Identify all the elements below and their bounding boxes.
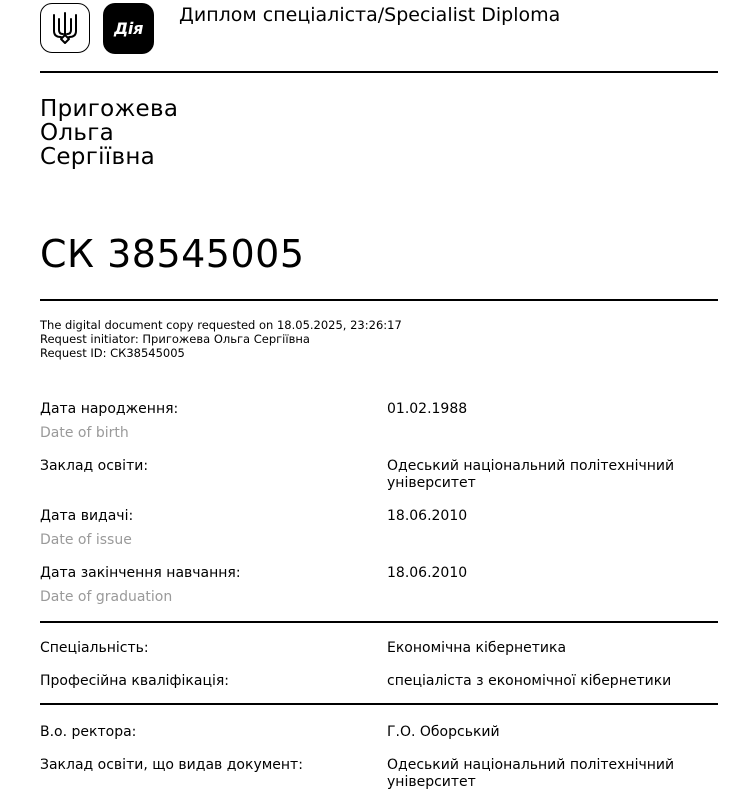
holder-patronymic: Сергіївна [40, 144, 156, 170]
divider [40, 621, 718, 623]
graduation-date-value: 18.06.2010 [387, 565, 468, 581]
rector-value: Г.О. Оборський [387, 724, 500, 740]
divider [40, 71, 718, 73]
graduation-date-label: Дата закінчення навчання: [40, 565, 241, 581]
birth-date-label: Дата народження: [40, 401, 179, 417]
birth-date-label-en: Date of birth [40, 425, 129, 441]
holder-name [40, 97, 178, 169]
divider [40, 299, 718, 301]
specialty-value: Економічна кібернетика [387, 640, 567, 656]
qualification-label: Професійна кваліфікація: [40, 673, 230, 689]
divider [40, 703, 718, 705]
request-id: Request ID: СК38545005 [40, 346, 185, 360]
request-info [40, 318, 402, 360]
request-initiator: Request initiator: Пригожева Ольга Сергіївна [40, 332, 310, 346]
rector-label: В.о. ректора: [40, 724, 137, 740]
diia-logo-text: Дія [113, 19, 144, 38]
diia-logo [103, 3, 154, 54]
trident-logo-icon [40, 3, 90, 53]
document-title: Диплом спеціаліста/Specialist Diploma [179, 4, 561, 26]
graduation-date-label-en: Date of graduation [40, 589, 173, 605]
issuer-value: Одеський національний політехнічний університет [387, 757, 675, 790]
issue-date-label-en: Date of issue [40, 532, 132, 548]
institution-label: Заклад освіти: [40, 458, 149, 474]
issue-date-value: 18.06.2010 [387, 508, 468, 524]
specialty-label: Спеціальність: [40, 640, 149, 656]
trident-icon [50, 11, 80, 45]
birth-date-value: 01.02.1988 [387, 401, 468, 417]
institution-value: Одеський національний політехнічний університет [387, 458, 675, 491]
request-date: The digital document copy requested on 18.05.2025, 23:26:17 [40, 318, 402, 332]
qualification-value: спеціаліста з економічної кібернетики [387, 673, 672, 689]
holder-surname: Пригожева [40, 96, 179, 122]
holder-first-name: Ольга [40, 120, 115, 146]
issuer-label: Заклад освіти, що видав документ: [40, 757, 303, 773]
issue-date-label: Дата видачі: [40, 508, 134, 524]
document-number: СК 38545005 [40, 232, 305, 276]
